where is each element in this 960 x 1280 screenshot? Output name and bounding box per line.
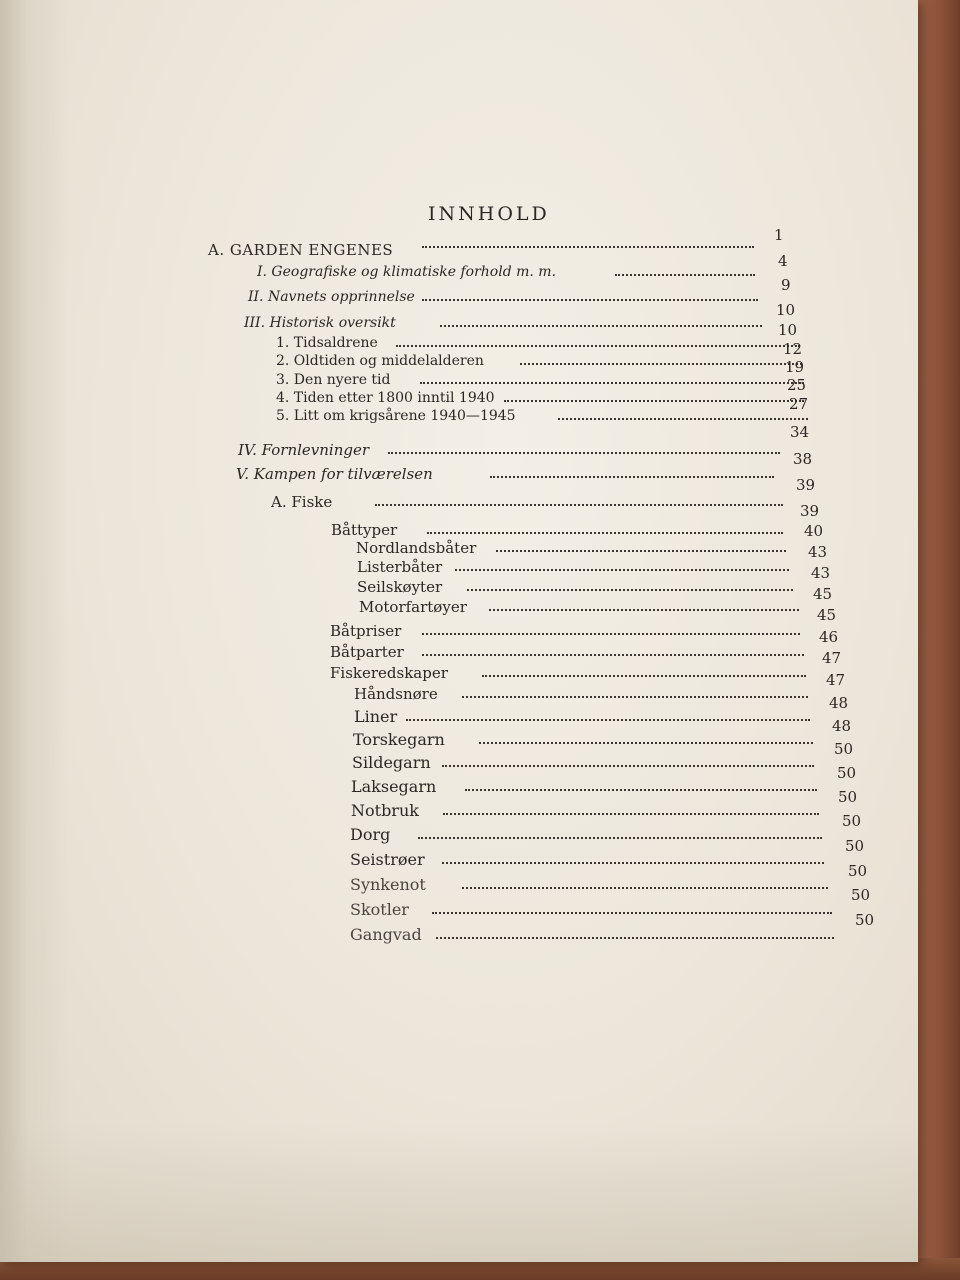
toc-entry-label: Liner xyxy=(354,707,398,726)
toc-entry-page: 50 xyxy=(838,788,858,806)
toc-entry-page: 10 xyxy=(778,321,798,339)
dot-leader xyxy=(467,589,793,591)
dot-leader xyxy=(465,789,817,791)
dot-leader xyxy=(427,532,783,534)
dot-leader xyxy=(496,550,786,552)
dot-leader xyxy=(375,504,783,506)
toc-entry-page: 38 xyxy=(793,450,813,468)
toc-entry-page: 10 xyxy=(776,301,796,319)
dot-leader xyxy=(490,476,774,478)
toc-entry-label: 5. Litt om krigsårene 1940—1945 xyxy=(276,408,516,424)
toc-entry-label: Nordlandsbåter xyxy=(356,539,477,557)
toc-entry-label: Håndsnøre xyxy=(354,685,438,703)
dot-leader xyxy=(615,274,755,276)
dot-leader xyxy=(418,837,822,839)
dot-leader xyxy=(455,569,789,571)
toc-entry-label: I. Geografiske og klimatiske forhold m. m. xyxy=(257,264,557,280)
toc-entry-label: Synkenot xyxy=(350,875,426,894)
dot-leader xyxy=(422,654,804,656)
toc-entry-label: Dorg xyxy=(350,825,391,844)
toc-entry-page: 45 xyxy=(813,585,833,603)
dot-leader xyxy=(422,246,754,248)
dot-leader xyxy=(442,765,814,767)
toc-entry-label: 3. Den nyere tid xyxy=(276,372,391,388)
dot-leader xyxy=(396,345,800,347)
toc-entry-label: A. GARDEN ENGENES xyxy=(208,241,394,259)
dot-leader xyxy=(436,937,834,939)
toc-entry-page: 43 xyxy=(811,564,831,582)
toc-entry-page: 50 xyxy=(834,740,854,758)
toc-entry-label: Motorfartøyer xyxy=(359,598,467,616)
toc-entry-label: Sildegarn xyxy=(352,753,431,772)
toc-entry-page: 46 xyxy=(819,628,839,646)
toc-entry-label: Seistrøer xyxy=(350,850,425,869)
toc-entry-page: 34 xyxy=(790,423,810,441)
toc-entry-page: 19 xyxy=(785,358,805,376)
toc-entry-page: 39 xyxy=(796,476,816,494)
toc-entry-page: 50 xyxy=(842,812,862,830)
dot-leader xyxy=(442,862,824,864)
toc-entry-label: Båtpriser xyxy=(330,622,402,640)
toc-entry-page: 45 xyxy=(817,606,837,624)
toc-entry-label: III. Historisk oversikt xyxy=(244,315,396,331)
toc-heading: INNHOLD xyxy=(428,203,550,225)
toc-entry-label: V. Kampen for tilværelsen xyxy=(236,465,433,483)
toc-entry-page: 50 xyxy=(855,911,875,929)
toc-entry-label: Notbruk xyxy=(351,801,419,820)
toc-entry-page: 1 xyxy=(774,226,784,244)
toc-entry-page: 47 xyxy=(826,671,846,689)
toc-entry-page: 27 xyxy=(789,395,809,413)
toc-entry-label: Seilskøyter xyxy=(357,578,443,596)
dot-leader xyxy=(504,400,804,402)
toc-entry-page: 50 xyxy=(837,764,857,782)
toc-entry-page: 43 xyxy=(808,543,828,561)
toc-entry-page: 48 xyxy=(829,694,849,712)
toc-entry-page: 50 xyxy=(845,837,865,855)
toc-entry-label: Båttyper xyxy=(331,521,398,539)
toc-entry-page: 4 xyxy=(778,252,788,270)
toc-entry-label: Listerbåter xyxy=(357,558,443,576)
dot-leader xyxy=(520,363,802,365)
toc-entry-label: Fiskeredskaper xyxy=(330,664,448,682)
dot-leader xyxy=(440,325,762,327)
dot-leader xyxy=(422,633,800,635)
toc-entry-label: IV. Fornlevninger xyxy=(238,441,370,459)
toc-entry-label: Skotler xyxy=(350,900,409,919)
dot-leader xyxy=(406,719,810,721)
toc-entry-page: 47 xyxy=(822,649,842,667)
dot-leader xyxy=(489,609,799,611)
dot-leader xyxy=(558,418,808,420)
dot-leader xyxy=(482,675,806,677)
dot-leader xyxy=(462,887,828,889)
toc-entry-label: 1. Tidsaldrene xyxy=(276,335,378,351)
dot-leader xyxy=(462,696,808,698)
toc-entry-page: 48 xyxy=(832,717,852,735)
toc-entry-label: Båtparter xyxy=(330,643,404,661)
toc-entry-page: 50 xyxy=(851,886,871,904)
toc-entry-page: 39 xyxy=(800,502,820,520)
dot-leader xyxy=(443,813,819,815)
dot-leader xyxy=(432,912,832,914)
toc-entry-label: Laksegarn xyxy=(351,777,437,796)
toc-entry-page: 40 xyxy=(804,522,824,540)
toc-entry-page: 9 xyxy=(781,276,791,294)
dot-leader xyxy=(388,452,780,454)
dot-leader xyxy=(479,742,813,744)
toc-entry-page: 12 xyxy=(783,340,803,358)
toc-entry-label: II. Navnets opprinnelse xyxy=(248,289,415,305)
toc-entry-page: 50 xyxy=(848,862,868,880)
toc-entry-label: Gangvad xyxy=(350,925,422,944)
toc-entry-label: A. Fiske xyxy=(271,493,333,511)
toc-entry-label: 2. Oldtiden og middelalderen xyxy=(276,353,484,369)
toc-entry-label: 4. Tiden etter 1800 inntil 1940 xyxy=(276,390,495,406)
toc-entry-label: Torskegarn xyxy=(353,730,445,749)
toc-entry-page: 25 xyxy=(787,376,807,394)
dot-leader xyxy=(422,299,758,301)
dot-leader xyxy=(420,382,804,384)
